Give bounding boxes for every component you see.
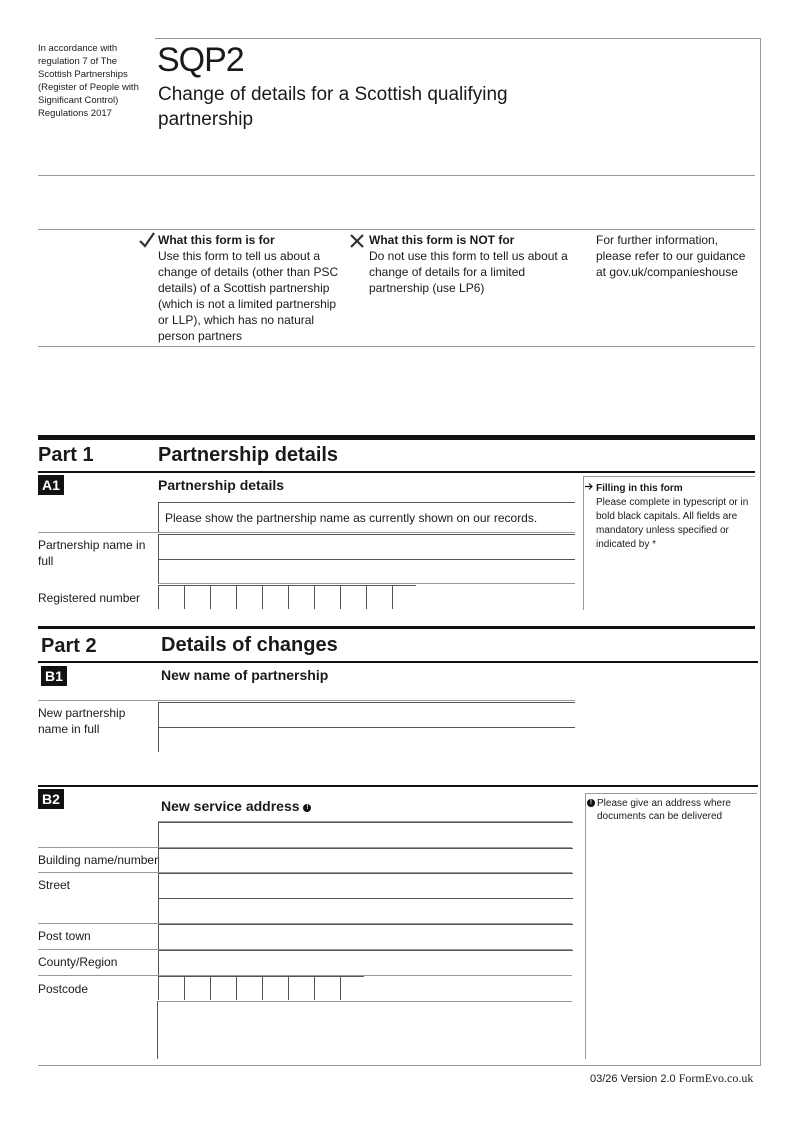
footer-brand: FormEvo.co.uk: [678, 1071, 754, 1085]
side-heading: Filling in this form: [596, 483, 683, 494]
footer-version: 03/26 Version 2.0: [590, 1073, 676, 1085]
top-border: [155, 38, 761, 39]
new-name-input[interactable]: [158, 702, 575, 727]
part2-label: Part 2: [41, 635, 97, 657]
street-input-2[interactable]: [158, 898, 573, 923]
side-divider: [585, 793, 586, 1059]
not-for-text: Do not use this form to tell us about a change of details for a limited partnership (use LP6): [369, 249, 568, 295]
postcode-cell[interactable]: [288, 976, 314, 1000]
section-tag-a1: A1: [38, 475, 64, 495]
info-icon: !: [303, 804, 311, 812]
divider: [38, 175, 755, 176]
b2-title: [161, 797, 311, 815]
regno-cell[interactable]: [366, 585, 392, 609]
cross-icon: [349, 233, 365, 249]
postcode-cell[interactable]: [184, 976, 210, 1000]
part2-title: Details of changes: [161, 634, 338, 656]
b1-title: New name of partnership: [161, 667, 329, 683]
section-tag-b2: B2: [38, 789, 64, 809]
info-icon: !: [587, 799, 595, 807]
instruction-box: [158, 502, 575, 533]
regno-cell[interactable]: [158, 585, 184, 609]
new-name-input-2[interactable]: [158, 727, 575, 752]
partnership-name-label: Partnership name in full: [38, 538, 146, 568]
post-town-label: Post town: [38, 929, 91, 943]
part2-subrule: [38, 661, 758, 663]
footer: [590, 1071, 753, 1086]
bottom-border: [38, 1065, 761, 1066]
further-info: For further information, please refer to our guidance at gov.uk/companieshouse: [596, 233, 746, 279]
part2-rule: [38, 626, 755, 629]
postcode-cell[interactable]: [314, 976, 340, 1000]
county-input[interactable]: [158, 950, 573, 975]
regno-cell[interactable]: [340, 585, 366, 609]
divider: [158, 583, 575, 584]
not-for-heading: What this form is NOT for: [369, 233, 515, 247]
for-heading: What this form is for: [158, 233, 275, 247]
b2-note: Please give an address where documents can be delivered: [597, 798, 731, 822]
b2-title-text: New service address: [161, 798, 300, 814]
divider: [38, 346, 755, 347]
divider: [38, 700, 575, 701]
partnership-name-input-2[interactable]: [158, 559, 575, 584]
section-tag-b1: B1: [41, 666, 67, 686]
part1-label: Part 1: [38, 444, 94, 466]
regno-cell[interactable]: [210, 585, 236, 609]
part1-rule: [38, 435, 755, 440]
field-left-edge: [157, 1001, 158, 1059]
post-town-input[interactable]: [158, 924, 573, 949]
regno-cell[interactable]: [288, 585, 314, 609]
part1-title: Partnership details: [158, 444, 339, 466]
street-label: Street: [38, 878, 71, 892]
part1-subrule: [38, 471, 755, 473]
postcode-label: Postcode: [38, 982, 89, 996]
a1-title: Partnership details: [158, 477, 285, 493]
regno-cell[interactable]: [184, 585, 210, 609]
right-border: [760, 38, 761, 1065]
building-label: Building name/number: [38, 853, 159, 867]
divider: [158, 1001, 572, 1002]
divider: [38, 532, 575, 533]
county-label: County/Region: [38, 955, 118, 969]
postcode-cell[interactable]: [236, 976, 262, 1000]
postcode-cell[interactable]: [158, 976, 184, 1000]
arrow-right-icon: [585, 482, 594, 491]
form-code: SQP2: [157, 41, 244, 79]
side-top: [583, 476, 755, 477]
postcode-cell[interactable]: [262, 976, 288, 1000]
address-line-input[interactable]: [158, 822, 573, 847]
b2-rule: [38, 785, 758, 787]
regno-cell[interactable]: [314, 585, 340, 609]
new-name-label: New partnership name in full: [38, 706, 126, 736]
partnership-name-input[interactable]: [158, 534, 575, 559]
registered-number-label: Registered number: [38, 591, 141, 605]
divider: [38, 229, 755, 230]
postcode-cell[interactable]: [210, 976, 236, 1000]
side-text: Please complete in typescript or in bold black capitals. All fields are mandatory unless specified or indicated by *: [596, 497, 749, 550]
for-text: Use this form to tell us about a change of details (other than PSC details) of a Scottish partnership (which is not a limited partnership or LLP), which has no natural person partners: [158, 249, 339, 343]
regno-cell[interactable]: [236, 585, 262, 609]
building-input[interactable]: [158, 848, 573, 873]
regno-cell[interactable]: [392, 585, 416, 609]
instruction-text: Please show the partnership name as currently shown on our records.: [165, 511, 538, 525]
form-title: Change of details for a Scottish qualifying partnership: [158, 84, 508, 130]
side-top: [585, 793, 757, 794]
postcode-cell[interactable]: [340, 976, 364, 1000]
side-divider: [583, 476, 584, 610]
regulation-text: In accordance with regulation 7 of The Scottish Partnerships (Register of People with Significant Control) Regulations 2017: [38, 43, 139, 119]
checkmark-icon: [138, 231, 156, 249]
regno-cell[interactable]: [262, 585, 288, 609]
street-input[interactable]: [158, 873, 573, 898]
